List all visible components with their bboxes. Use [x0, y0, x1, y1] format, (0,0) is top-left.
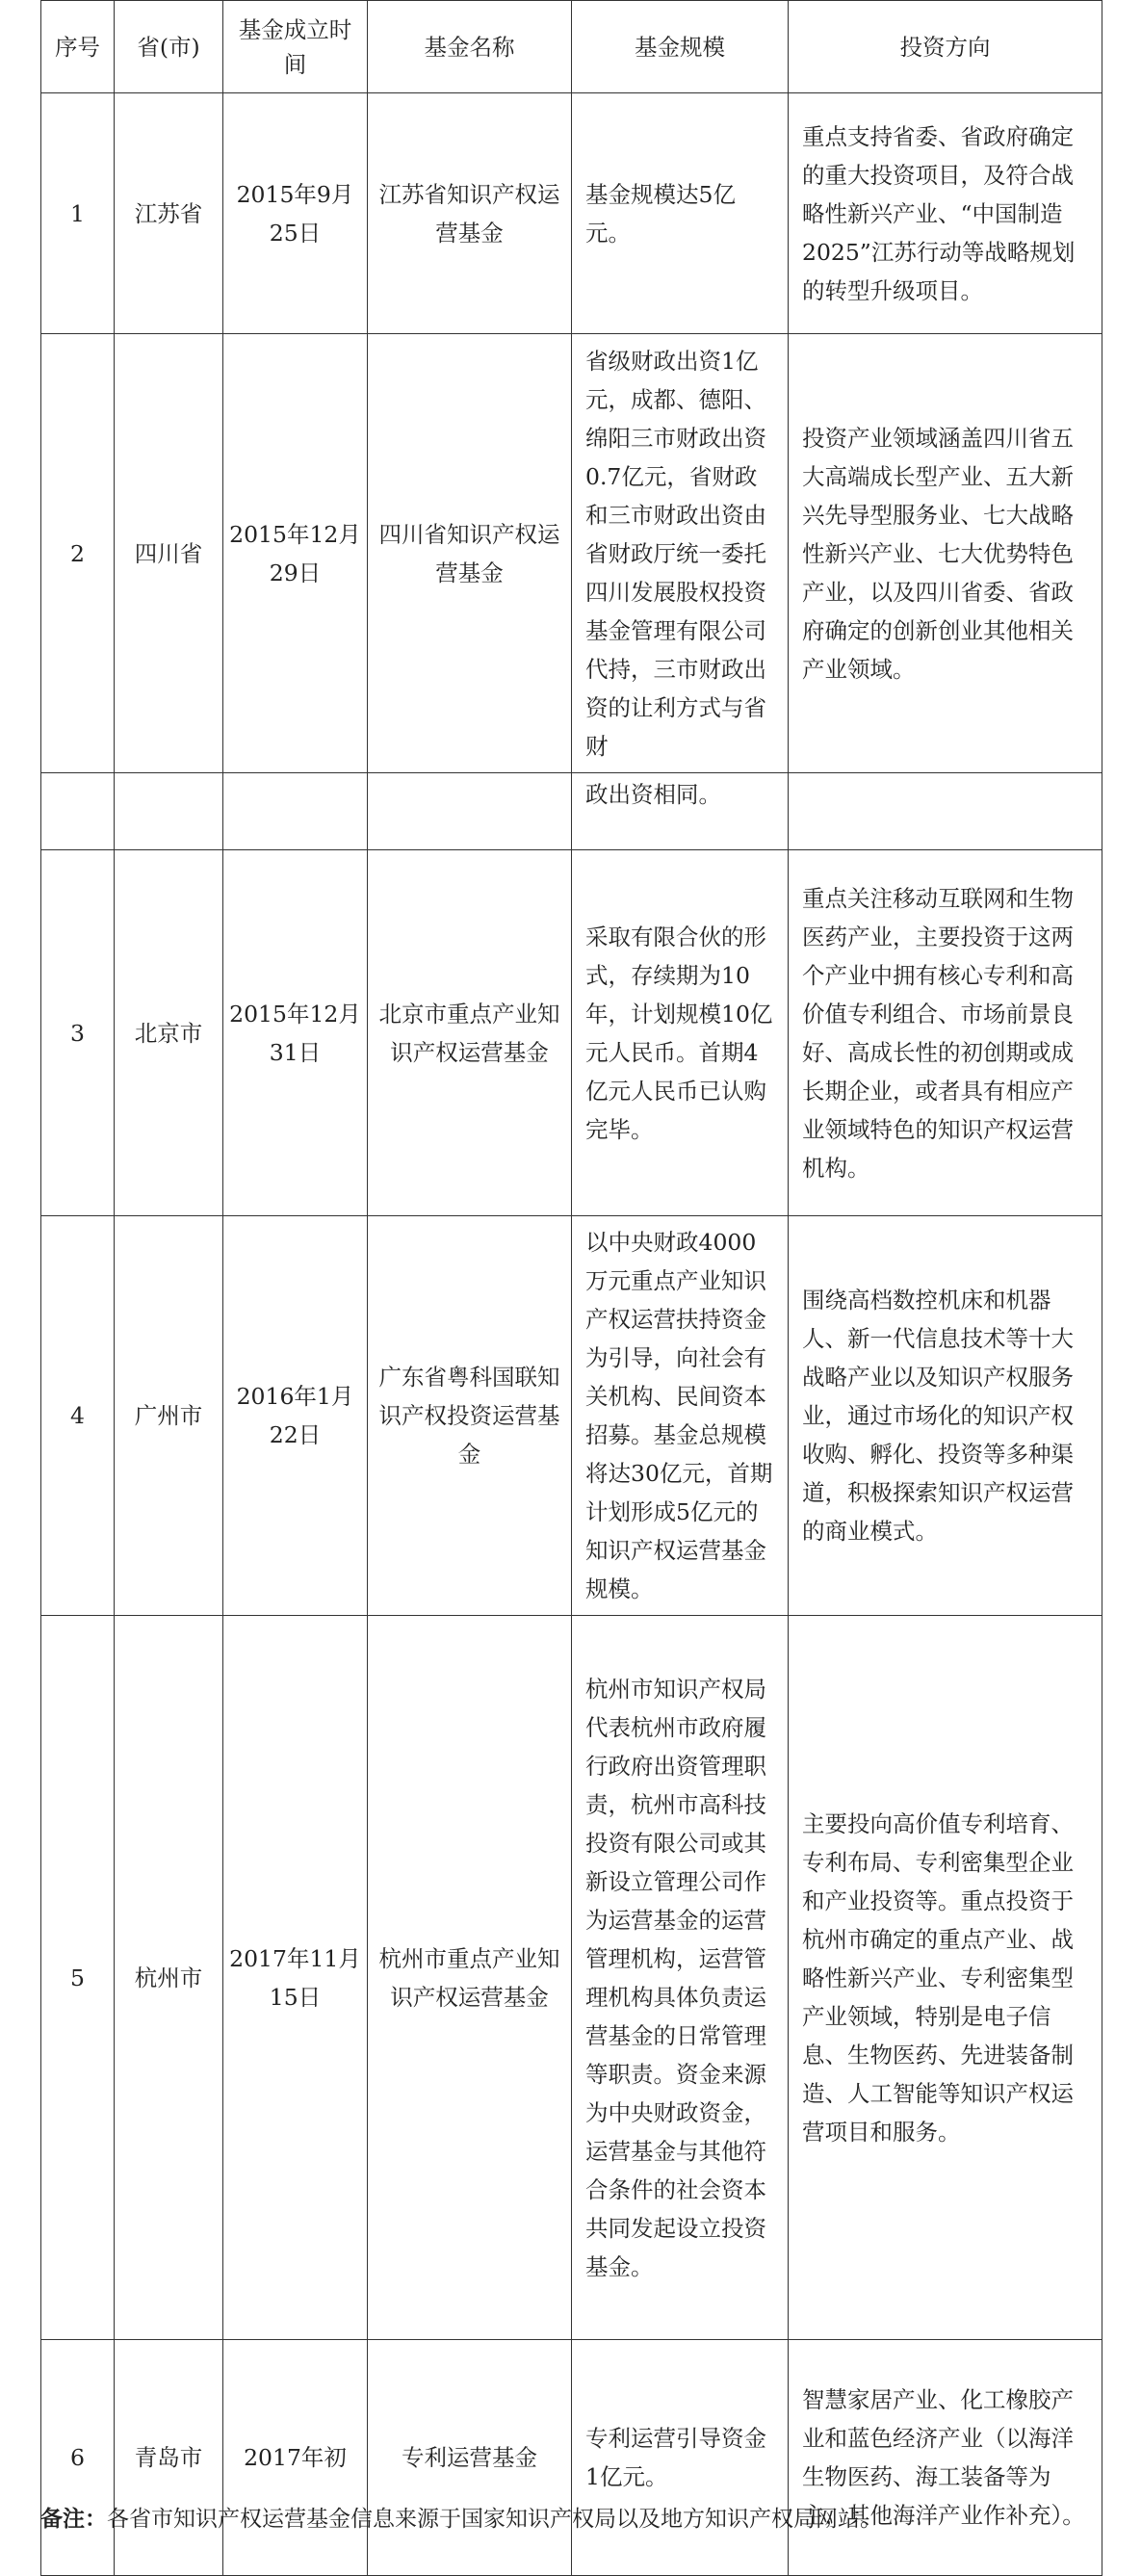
cell-no: 5	[41, 1616, 115, 2340]
cell-name: 江苏省知识产权运营基金	[368, 93, 572, 334]
header-province: 省(市)	[115, 1, 223, 93]
table-row	[41, 2340, 1102, 2576]
cell-province: 北京市	[115, 850, 223, 1216]
table-row	[41, 93, 1102, 334]
table-row	[41, 1616, 1102, 2340]
cell-name: 杭州市重点产业知识产权运营基金	[368, 1616, 572, 2340]
cell-direction: 主要投向高价值专利培育、专利布局、专利密集型企业和产业投资等。重点投资于杭州市确定的重点产业、战略性新兴产业、专利密集型产业领域，特别是电子信息、生物医药、先进装备制造、人工智能等知识产权运营项目和服务。	[789, 1616, 1102, 2340]
cell-date: 2015年12月31日	[223, 850, 368, 1216]
cell-date: 2017年初	[223, 2340, 368, 2576]
table-row-continuation	[41, 773, 1102, 850]
header-date: 基金成立时间	[223, 1, 368, 93]
cell-no: 6	[41, 2340, 115, 2576]
footnote-label: 备注：	[40, 2506, 107, 2532]
cell-date: 2015年9月25日	[223, 93, 368, 334]
cell-no: 1	[41, 93, 115, 334]
cell-scale: 采取有限合伙的形式，存续期为10年，计划规模10亿元人民币。首期4亿元人民币已认购完毕。	[572, 850, 789, 1216]
fund-table	[40, 0, 1102, 2576]
footnote-text: 各省市知识产权运营基金信息来源于国家知识产权局以及地方知识产权局网站。	[107, 2507, 882, 2532]
cell-date: 2017年11月15日	[223, 1616, 368, 2340]
header-name: 基金名称	[368, 1, 572, 93]
cell-scale: 专利运营引导资金1亿元。	[572, 2340, 789, 2576]
header-scale: 基金规模	[572, 1, 789, 93]
footnote	[40, 2504, 882, 2535]
cell-direction: 投资产业领域涵盖四川省五大高端成长型产业、五大新兴先导型服务业、七大战略性新兴产业、七大优势特色产业，以及四川省委、省政府确定的创新创业其他相关产业领域。	[789, 334, 1102, 773]
cell-scale: 省级财政出资1亿元，成都、德阳、绵阳三市财政出资0.7亿元，省财政和三市财政出资由省财政厅统一委托四川发展股权投资基金管理有限公司代持，三市财政出资的让利方式与省财	[572, 334, 789, 773]
cell-scale-continued: 政出资相同。	[572, 773, 789, 850]
table-row	[41, 334, 1102, 773]
header-row	[41, 1, 1102, 93]
header-no: 序号	[41, 1, 115, 93]
cell-province: 广州市	[115, 1216, 223, 1616]
cell-direction: 智慧家居产业、化工橡胶产业和蓝色经济产业（以海洋生物医药、海工装备等为主，其他海洋产业作补充）。	[789, 2340, 1102, 2576]
cell-name: 专利运营基金	[368, 2340, 572, 2576]
cell-direction: 重点关注移动互联网和生物医药产业，主要投资于这两个产业中拥有核心专利和高价值专利组合、市场前景良好、高成长性的初创期或成长期企业，或者具有相应产业领域特色的知识产权运营机构。	[789, 850, 1102, 1216]
table-row	[41, 1216, 1102, 1616]
cell-name: 北京市重点产业知识产权运营基金	[368, 850, 572, 1216]
cell-scale: 以中央财政4000万元重点产业知识产权运营扶持资金为引导，向社会有关机构、民间资本招募。基金总规模将达30亿元，首期计划形成5亿元的知识产权运营基金规模。	[572, 1216, 789, 1616]
cell-no: 3	[41, 850, 115, 1216]
cell-name: 广东省粤科国联知识产权投资运营基金	[368, 1216, 572, 1616]
cell-scale: 杭州市知识产权局代表杭州市政府履行政府出资管理职责，杭州市高科技投资有限公司或其新设立管理公司作为运营基金的运营管理机构，运营管理机构具体负责运营基金的日常管理等职责。资金来源为中央财政资金，运营基金与其他符合条件的社会资本共同发起设立投资基金。	[572, 1616, 789, 2340]
cell-name: 四川省知识产权运营基金	[368, 334, 572, 773]
cell-province: 江苏省	[115, 93, 223, 334]
cell-no: 2	[41, 334, 115, 773]
cell-scale: 基金规模达5亿元。	[572, 93, 789, 334]
cell-date: 2015年12月29日	[223, 334, 368, 773]
cell-direction: 重点支持省委、省政府确定的重大投资项目，及符合战略性新兴产业、“中国制造2025”江苏行动等战略规划的转型升级项目。	[789, 93, 1102, 334]
cell-no: 4	[41, 1216, 115, 1616]
cell-province: 杭州市	[115, 1616, 223, 2340]
cell-province: 四川省	[115, 334, 223, 773]
cell-date: 2016年1月22日	[223, 1216, 368, 1616]
cell-province: 青岛市	[115, 2340, 223, 2576]
header-direction: 投资方向	[789, 1, 1102, 93]
table-row	[41, 850, 1102, 1216]
cell-direction: 围绕高档数控机床和机器人、新一代信息技术等十大战略产业以及知识产权服务业，通过市场化的知识产权收购、孵化、投资等多种渠道，积极探索知识产权运营的商业模式。	[789, 1216, 1102, 1616]
